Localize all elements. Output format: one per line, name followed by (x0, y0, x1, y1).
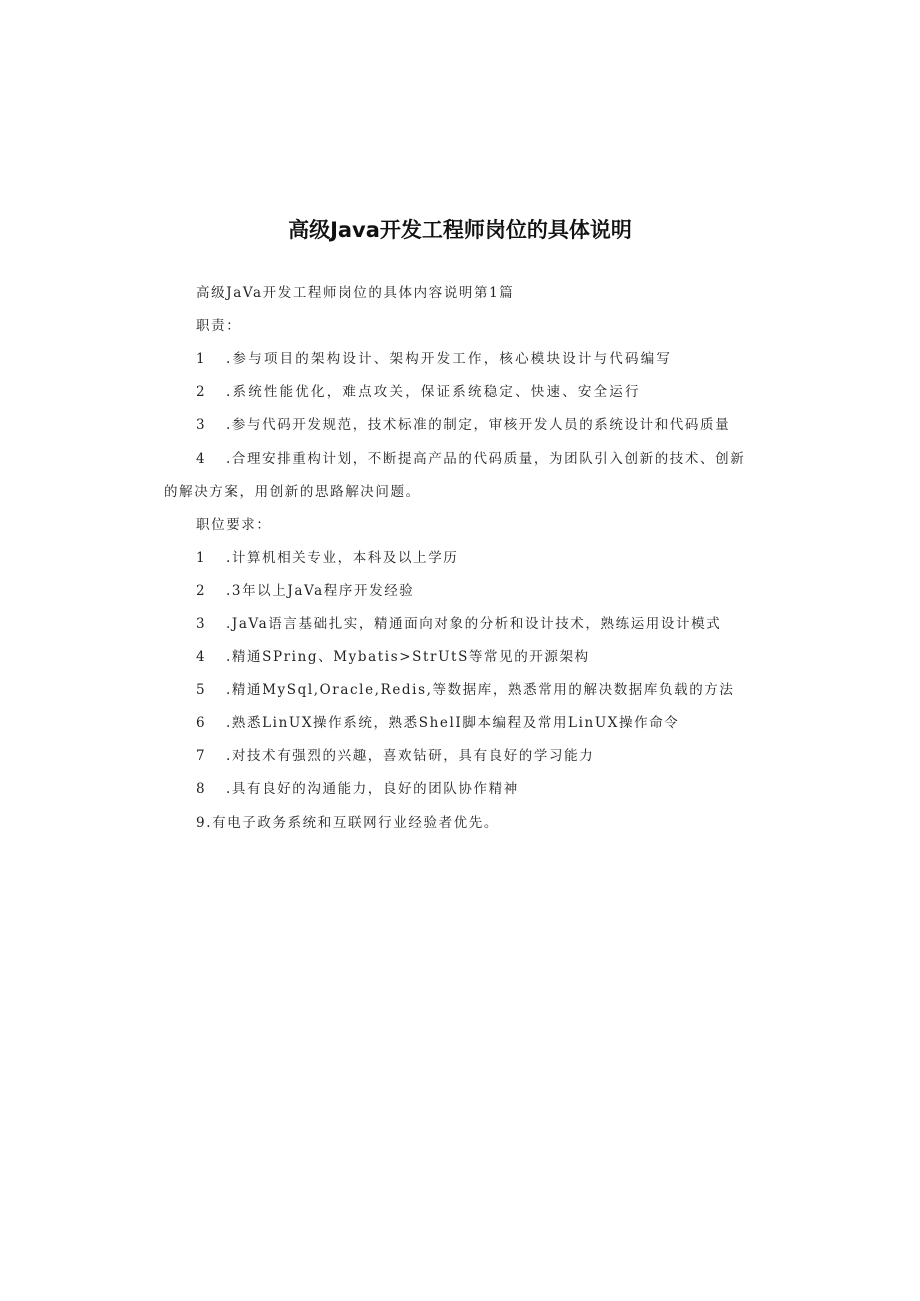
requirement-item-7 (196, 746, 594, 766)
requirement-item-2 (196, 581, 414, 601)
item-number: 3 (196, 417, 207, 433)
item-number: 3 (196, 616, 207, 632)
document-subtitle: 高级JaVa开发工程师岗位的具体内容说明第1篇 (196, 285, 515, 301)
item-text: .3年以上JaVa程序开发经验 (226, 583, 415, 599)
item-text: .计算机相关专业，本科及以上学历 (226, 550, 459, 566)
requirement-item-6 (196, 713, 679, 733)
requirement-item-9: 9.有电子政务系统和互联网行业经验者优先。 (196, 815, 499, 831)
item-number: 1 (196, 351, 207, 367)
item-text: .参与代码开发规范，技术标准的制定，审核开发人员的系统设计和代码质量 (226, 417, 731, 433)
item-number: 4 (196, 649, 207, 665)
item-number: 6 (196, 715, 207, 731)
item-number: 7 (196, 748, 207, 764)
requirement-item-1 (196, 548, 458, 568)
item-number: 1 (196, 550, 207, 566)
responsibility-item-4 (196, 449, 745, 469)
responsibility-item-2 (196, 382, 641, 402)
item-number: 2 (196, 384, 207, 400)
item-text: .系统性能优化，难点攻关，保证系统稳定、快速、安全运行 (226, 384, 641, 400)
requirement-item-8 (196, 779, 519, 799)
responsibility-item-1 (196, 349, 672, 369)
requirement-item-3 (196, 614, 721, 634)
item-number: 8 (196, 781, 207, 797)
item-text: .精通MySql,Oracle,Redis,等数据库，熟悉常用的解决数据库负载的方法 (226, 682, 735, 698)
requirements-heading: 职位要求： (196, 517, 272, 533)
item-text: .对技术有强烈的兴趣，喜欢钻研，具有良好的学习能力 (226, 748, 595, 764)
requirement-item-4 (196, 647, 590, 667)
item-text: .合理安排重构计划，不断提高产品的代码质量，为团队引入创新的技术、创新 (226, 451, 746, 467)
item-number: 5 (196, 682, 207, 698)
item-text: .具有良好的沟通能力，良好的团队协作精神 (226, 781, 519, 797)
responsibilities-heading: 职责： (196, 318, 242, 334)
responsibility-item-3 (196, 415, 730, 435)
document-title: 高级Java开发工程师岗位的具体说明 (288, 218, 632, 242)
item-text: .参与项目的架构设计、架构开发工作，核心模块设计与代码编写 (226, 351, 673, 367)
requirement-item-5 (196, 680, 735, 700)
item-text: .JaVa语言基础扎实，精通面向对象的分析和设计技术，熟练运用设计模式 (226, 616, 722, 632)
responsibility-item-4-continuation: 的解决方案，用创新的思路解决问题。 (164, 484, 421, 500)
item-text: .精通SPring、Mybatis>StrUtS等常见的开源架构 (226, 649, 590, 665)
item-text: .熟悉LinUX操作系统，熟悉ShelI脚本编程及常用LinUX操作命令 (226, 715, 680, 731)
item-number: 2 (196, 583, 207, 599)
item-number: 4 (196, 451, 207, 467)
